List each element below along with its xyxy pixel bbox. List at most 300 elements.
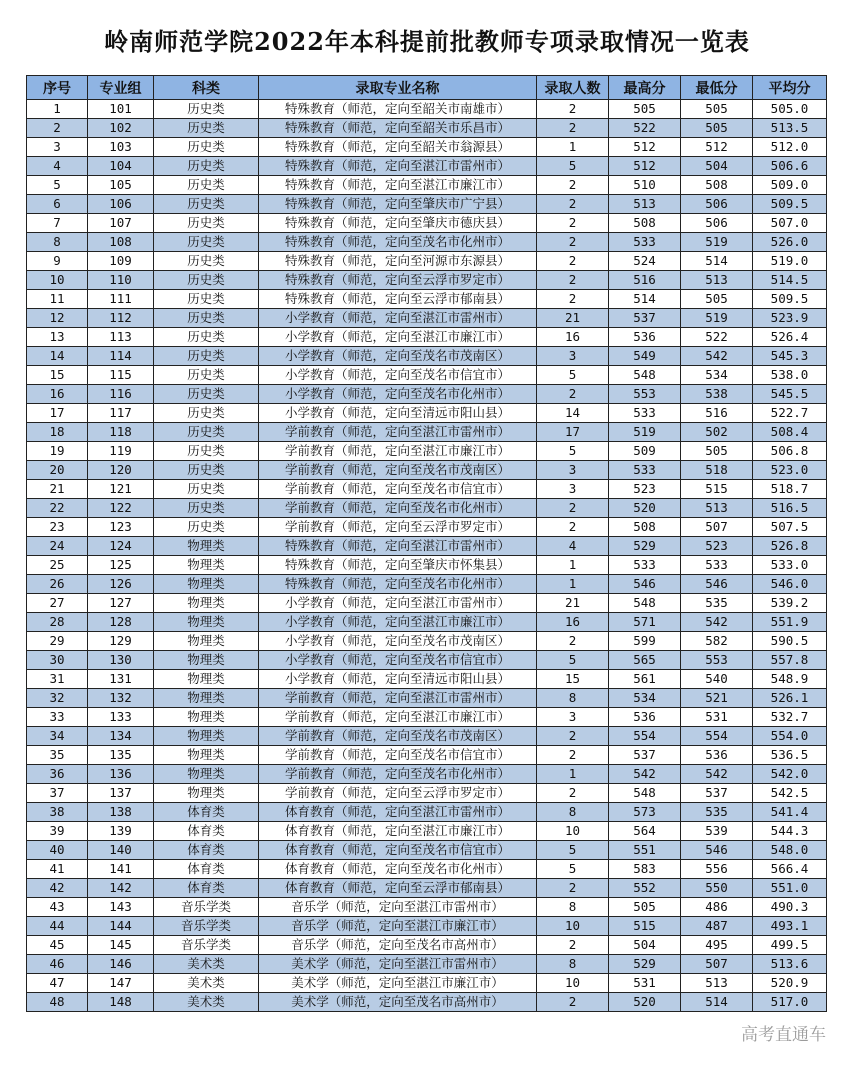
cell-min-score: 506 — [681, 195, 753, 214]
cell-min-score: 518 — [681, 461, 753, 480]
cell-index: 7 — [27, 214, 88, 233]
cell-group: 109 — [88, 252, 154, 271]
cell-category: 历史类 — [154, 423, 259, 442]
cell-min-score: 514 — [681, 252, 753, 271]
cell-min-score: 556 — [681, 860, 753, 879]
table-row — [27, 670, 827, 689]
cell-major: 学前教育（师范，定向至湛江市廉江市） — [259, 708, 537, 727]
cell-major: 美术学（师范，定向至茂名市高州市） — [259, 993, 537, 1012]
cell-avg-score: 493.1 — [753, 917, 827, 936]
cell-index: 4 — [27, 157, 88, 176]
table-row — [27, 195, 827, 214]
cell-major: 小学教育（师范，定向至清远市阳山县） — [259, 670, 537, 689]
cell-count: 10 — [537, 822, 609, 841]
cell-avg-score: 557.8 — [753, 651, 827, 670]
cell-max-score: 512 — [609, 138, 681, 157]
cell-max-score: 533 — [609, 461, 681, 480]
cell-count: 10 — [537, 974, 609, 993]
cell-min-score: 533 — [681, 556, 753, 575]
cell-group: 105 — [88, 176, 154, 195]
cell-group: 103 — [88, 138, 154, 157]
cell-min-score: 542 — [681, 613, 753, 632]
cell-min-score: 513 — [681, 974, 753, 993]
cell-major: 小学教育（师范，定向至湛江市雷州市） — [259, 594, 537, 613]
admission-table — [26, 75, 827, 1012]
cell-major: 学前教育（师范，定向至茂名市信宜市） — [259, 480, 537, 499]
cell-major: 特殊教育（师范，定向至韶关市翁源县） — [259, 138, 537, 157]
table-row — [27, 404, 827, 423]
cell-min-score: 550 — [681, 879, 753, 898]
cell-group: 121 — [88, 480, 154, 499]
cell-category: 物理类 — [154, 784, 259, 803]
cell-index: 28 — [27, 613, 88, 632]
page-title: 岭南师范学院2022年本科提前批教师专项录取情况一览表 — [104, 27, 750, 56]
cell-category: 历史类 — [154, 119, 259, 138]
cell-index: 43 — [27, 898, 88, 917]
cell-max-score: 542 — [609, 765, 681, 784]
cell-group: 147 — [88, 974, 154, 993]
cell-group: 144 — [88, 917, 154, 936]
cell-category: 美术类 — [154, 974, 259, 993]
cell-index: 32 — [27, 689, 88, 708]
cell-index: 23 — [27, 518, 88, 537]
cell-min-score: 512 — [681, 138, 753, 157]
cell-major: 特殊教育（师范，定向至肇庆市广宁县） — [259, 195, 537, 214]
cell-max-score: 554 — [609, 727, 681, 746]
cell-major: 学前教育（师范，定向至茂名市信宜市） — [259, 746, 537, 765]
table-row — [27, 613, 827, 632]
cell-category: 体育类 — [154, 860, 259, 879]
cell-group: 107 — [88, 214, 154, 233]
cell-category: 历史类 — [154, 214, 259, 233]
table-body — [27, 100, 827, 1012]
cell-min-score: 539 — [681, 822, 753, 841]
cell-max-score: 524 — [609, 252, 681, 271]
header-count: 录取人数 — [537, 76, 609, 100]
cell-count: 5 — [537, 651, 609, 670]
cell-group: 101 — [88, 100, 154, 119]
cell-category: 物理类 — [154, 765, 259, 784]
cell-max-score: 536 — [609, 708, 681, 727]
cell-min-score: 505 — [681, 442, 753, 461]
cell-max-score: 512 — [609, 157, 681, 176]
cell-max-score: 551 — [609, 841, 681, 860]
table-row — [27, 385, 827, 404]
cell-major: 特殊教育（师范，定向至肇庆市怀集县） — [259, 556, 537, 575]
table-row — [27, 423, 827, 442]
cell-index: 33 — [27, 708, 88, 727]
cell-count: 8 — [537, 803, 609, 822]
cell-group: 138 — [88, 803, 154, 822]
cell-max-score: 505 — [609, 898, 681, 917]
cell-max-score: 533 — [609, 404, 681, 423]
cell-major: 学前教育（师范，定向至湛江市雷州市） — [259, 423, 537, 442]
table-row — [27, 518, 827, 537]
cell-group: 142 — [88, 879, 154, 898]
cell-count: 21 — [537, 594, 609, 613]
cell-min-score: 505 — [681, 100, 753, 119]
table-row — [27, 898, 827, 917]
cell-group: 115 — [88, 366, 154, 385]
cell-index: 41 — [27, 860, 88, 879]
cell-max-score: 520 — [609, 499, 681, 518]
header-row — [27, 76, 827, 100]
cell-count: 4 — [537, 537, 609, 556]
cell-category: 音乐学类 — [154, 917, 259, 936]
cell-major: 学前教育（师范，定向至湛江市雷州市） — [259, 689, 537, 708]
cell-index: 22 — [27, 499, 88, 518]
cell-index: 10 — [27, 271, 88, 290]
cell-avg-score: 526.4 — [753, 328, 827, 347]
table-row — [27, 784, 827, 803]
cell-major: 学前教育（师范，定向至云浮市罗定市） — [259, 784, 537, 803]
cell-count: 2 — [537, 632, 609, 651]
header-avg-score: 平均分 — [753, 76, 827, 100]
cell-major: 体育教育（师范，定向至茂名市化州市） — [259, 860, 537, 879]
table-row — [27, 632, 827, 651]
cell-major: 体育教育（师范，定向至茂名市信宜市） — [259, 841, 537, 860]
cell-index: 21 — [27, 480, 88, 499]
cell-min-score: 487 — [681, 917, 753, 936]
table-row — [27, 575, 827, 594]
cell-min-score: 519 — [681, 233, 753, 252]
cell-group: 118 — [88, 423, 154, 442]
cell-avg-score: 523.9 — [753, 309, 827, 328]
cell-avg-score: 541.4 — [753, 803, 827, 822]
table-row — [27, 860, 827, 879]
cell-group: 116 — [88, 385, 154, 404]
cell-index: 46 — [27, 955, 88, 974]
table-row — [27, 651, 827, 670]
cell-major: 体育教育（师范，定向至云浮市郁南县） — [259, 879, 537, 898]
cell-avg-score: 520.9 — [753, 974, 827, 993]
cell-count: 2 — [537, 784, 609, 803]
table-row — [27, 100, 827, 119]
table-row — [27, 708, 827, 727]
cell-group: 126 — [88, 575, 154, 594]
cell-major: 特殊教育（师范，定向至湛江市雷州市） — [259, 157, 537, 176]
cell-min-score: 538 — [681, 385, 753, 404]
cell-max-score: 564 — [609, 822, 681, 841]
cell-index: 38 — [27, 803, 88, 822]
cell-max-score: 519 — [609, 423, 681, 442]
cell-max-score: 509 — [609, 442, 681, 461]
cell-max-score: 520 — [609, 993, 681, 1012]
header-max-score: 最高分 — [609, 76, 681, 100]
cell-index: 42 — [27, 879, 88, 898]
cell-index: 18 — [27, 423, 88, 442]
cell-count: 16 — [537, 328, 609, 347]
cell-min-score: 521 — [681, 689, 753, 708]
cell-max-score: 508 — [609, 214, 681, 233]
cell-min-score: 508 — [681, 176, 753, 195]
cell-min-score: 554 — [681, 727, 753, 746]
cell-max-score: 537 — [609, 746, 681, 765]
cell-min-score: 531 — [681, 708, 753, 727]
cell-category: 历史类 — [154, 366, 259, 385]
table-row — [27, 727, 827, 746]
cell-index: 9 — [27, 252, 88, 271]
cell-group: 136 — [88, 765, 154, 784]
cell-max-score: 514 — [609, 290, 681, 309]
cell-avg-score: 523.0 — [753, 461, 827, 480]
cell-min-score: 523 — [681, 537, 753, 556]
cell-category: 历史类 — [154, 233, 259, 252]
table-row — [27, 993, 827, 1012]
cell-index: 37 — [27, 784, 88, 803]
cell-group: 131 — [88, 670, 154, 689]
cell-major: 小学教育（师范，定向至湛江市雷州市） — [259, 309, 537, 328]
table-row — [27, 119, 827, 138]
cell-category: 历史类 — [154, 271, 259, 290]
cell-category: 物理类 — [154, 632, 259, 651]
cell-index: 16 — [27, 385, 88, 404]
cell-min-score: 537 — [681, 784, 753, 803]
cell-category: 物理类 — [154, 708, 259, 727]
cell-index: 40 — [27, 841, 88, 860]
cell-count: 1 — [537, 765, 609, 784]
cell-avg-score: 499.5 — [753, 936, 827, 955]
cell-index: 34 — [27, 727, 88, 746]
cell-index: 13 — [27, 328, 88, 347]
cell-index: 39 — [27, 822, 88, 841]
cell-avg-score: 506.6 — [753, 157, 827, 176]
cell-count: 2 — [537, 993, 609, 1012]
table-row — [27, 366, 827, 385]
cell-max-score: 548 — [609, 366, 681, 385]
cell-index: 8 — [27, 233, 88, 252]
cell-count: 2 — [537, 214, 609, 233]
cell-count: 2 — [537, 195, 609, 214]
cell-min-score: 522 — [681, 328, 753, 347]
cell-max-score: 508 — [609, 518, 681, 537]
cell-max-score: 515 — [609, 917, 681, 936]
cell-min-score: 505 — [681, 119, 753, 138]
cell-max-score: 552 — [609, 879, 681, 898]
cell-index: 29 — [27, 632, 88, 651]
cell-index: 1 — [27, 100, 88, 119]
cell-count: 2 — [537, 252, 609, 271]
cell-count: 1 — [537, 575, 609, 594]
cell-max-score: 571 — [609, 613, 681, 632]
cell-min-score: 505 — [681, 290, 753, 309]
cell-category: 体育类 — [154, 879, 259, 898]
cell-category: 物理类 — [154, 613, 259, 632]
cell-avg-score: 509.5 — [753, 290, 827, 309]
cell-category: 物理类 — [154, 670, 259, 689]
cell-count: 2 — [537, 290, 609, 309]
cell-category: 历史类 — [154, 195, 259, 214]
cell-major: 特殊教育（师范，定向至湛江市雷州市） — [259, 537, 537, 556]
table-row — [27, 214, 827, 233]
cell-min-score: 542 — [681, 347, 753, 366]
header-category: 科类 — [154, 76, 259, 100]
cell-avg-score: 545.5 — [753, 385, 827, 404]
watermark: 高考直通车 — [741, 1025, 826, 1045]
cell-major: 特殊教育（师范，定向至韶关市乐昌市） — [259, 119, 537, 138]
table-row — [27, 936, 827, 955]
cell-max-score: 529 — [609, 955, 681, 974]
table-row — [27, 157, 827, 176]
cell-major: 小学教育（师范，定向至茂名市信宜市） — [259, 651, 537, 670]
cell-avg-score: 533.0 — [753, 556, 827, 575]
cell-index: 5 — [27, 176, 88, 195]
cell-max-score: 504 — [609, 936, 681, 955]
cell-category: 历史类 — [154, 518, 259, 537]
cell-min-score: 513 — [681, 499, 753, 518]
cell-category: 历史类 — [154, 461, 259, 480]
cell-category: 物理类 — [154, 537, 259, 556]
cell-major: 小学教育（师范，定向至茂名市茂南区） — [259, 632, 537, 651]
cell-avg-score: 548.9 — [753, 670, 827, 689]
cell-avg-score: 539.2 — [753, 594, 827, 613]
header-group: 专业组 — [88, 76, 154, 100]
cell-avg-score: 508.4 — [753, 423, 827, 442]
cell-max-score: 565 — [609, 651, 681, 670]
cell-count: 2 — [537, 879, 609, 898]
cell-count: 2 — [537, 176, 609, 195]
cell-index: 15 — [27, 366, 88, 385]
cell-max-score: 561 — [609, 670, 681, 689]
cell-count: 2 — [537, 518, 609, 537]
cell-group: 141 — [88, 860, 154, 879]
cell-group: 145 — [88, 936, 154, 955]
cell-category: 历史类 — [154, 480, 259, 499]
cell-avg-score: 509.5 — [753, 195, 827, 214]
cell-count: 2 — [537, 271, 609, 290]
cell-category: 历史类 — [154, 499, 259, 518]
cell-avg-score: 490.3 — [753, 898, 827, 917]
cell-group: 132 — [88, 689, 154, 708]
cell-avg-score: 532.7 — [753, 708, 827, 727]
cell-group: 140 — [88, 841, 154, 860]
cell-count: 2 — [537, 746, 609, 765]
table-row — [27, 974, 827, 993]
cell-major: 小学教育（师范，定向至茂名市信宜市） — [259, 366, 537, 385]
table-row — [27, 556, 827, 575]
cell-count: 21 — [537, 309, 609, 328]
cell-avg-score: 513.5 — [753, 119, 827, 138]
cell-min-score: 516 — [681, 404, 753, 423]
cell-max-score: 516 — [609, 271, 681, 290]
cell-major: 学前教育（师范，定向至茂名市化州市） — [259, 499, 537, 518]
cell-min-score: 535 — [681, 803, 753, 822]
cell-count: 5 — [537, 442, 609, 461]
cell-major: 学前教育（师范，定向至湛江市廉江市） — [259, 442, 537, 461]
table-row — [27, 803, 827, 822]
cell-group: 108 — [88, 233, 154, 252]
cell-max-score: 505 — [609, 100, 681, 119]
table-row — [27, 917, 827, 936]
cell-min-score: 546 — [681, 575, 753, 594]
table-row — [27, 955, 827, 974]
cell-category: 历史类 — [154, 347, 259, 366]
cell-avg-score: 514.5 — [753, 271, 827, 290]
cell-avg-score: 548.0 — [753, 841, 827, 860]
table-row — [27, 689, 827, 708]
cell-index: 30 — [27, 651, 88, 670]
cell-category: 美术类 — [154, 955, 259, 974]
cell-count: 5 — [537, 841, 609, 860]
cell-count: 2 — [537, 119, 609, 138]
cell-count: 2 — [537, 385, 609, 404]
cell-count: 2 — [537, 100, 609, 119]
cell-min-score: 542 — [681, 765, 753, 784]
cell-count: 2 — [537, 936, 609, 955]
cell-count: 5 — [537, 860, 609, 879]
cell-avg-score: 505.0 — [753, 100, 827, 119]
cell-major: 小学教育（师范，定向至清远市阳山县） — [259, 404, 537, 423]
cell-max-score: 510 — [609, 176, 681, 195]
cell-count: 16 — [537, 613, 609, 632]
table-row — [27, 594, 827, 613]
cell-max-score: 549 — [609, 347, 681, 366]
cell-index: 19 — [27, 442, 88, 461]
cell-group: 124 — [88, 537, 154, 556]
cell-min-score: 582 — [681, 632, 753, 651]
cell-index: 17 — [27, 404, 88, 423]
cell-group: 128 — [88, 613, 154, 632]
table-row — [27, 176, 827, 195]
cell-avg-score: 538.0 — [753, 366, 827, 385]
table-row — [27, 442, 827, 461]
cell-major: 特殊教育（师范，定向至茂名市化州市） — [259, 233, 537, 252]
cell-avg-score: 546.0 — [753, 575, 827, 594]
cell-avg-score: 526.1 — [753, 689, 827, 708]
cell-major: 特殊教育（师范，定向至云浮市郁南县） — [259, 290, 537, 309]
cell-index: 3 — [27, 138, 88, 157]
cell-category: 物理类 — [154, 594, 259, 613]
cell-major: 音乐学（师范，定向至湛江市雷州市） — [259, 898, 537, 917]
table-row — [27, 499, 827, 518]
cell-avg-score: 590.5 — [753, 632, 827, 651]
table-row — [27, 328, 827, 347]
cell-index: 6 — [27, 195, 88, 214]
cell-max-score: 536 — [609, 328, 681, 347]
cell-max-score: 583 — [609, 860, 681, 879]
cell-major: 体育教育（师范，定向至湛江市雷州市） — [259, 803, 537, 822]
cell-major: 特殊教育（师范，定向至茂名市化州市） — [259, 575, 537, 594]
cell-max-score: 548 — [609, 594, 681, 613]
cell-category: 历史类 — [154, 309, 259, 328]
cell-avg-score: 519.0 — [753, 252, 827, 271]
cell-max-score: 546 — [609, 575, 681, 594]
cell-count: 1 — [537, 556, 609, 575]
table-row — [27, 765, 827, 784]
cell-group: 148 — [88, 993, 154, 1012]
cell-min-score: 513 — [681, 271, 753, 290]
cell-count: 5 — [537, 157, 609, 176]
cell-index: 2 — [27, 119, 88, 138]
cell-avg-score: 507.0 — [753, 214, 827, 233]
cell-avg-score: 554.0 — [753, 727, 827, 746]
cell-category: 音乐学类 — [154, 898, 259, 917]
cell-major: 学前教育（师范，定向至茂名市茂南区） — [259, 461, 537, 480]
cell-avg-score: 512.0 — [753, 138, 827, 157]
cell-category: 体育类 — [154, 841, 259, 860]
cell-major: 音乐学（师范，定向至湛江市廉江市） — [259, 917, 537, 936]
cell-max-score: 533 — [609, 233, 681, 252]
cell-group: 120 — [88, 461, 154, 480]
cell-category: 物理类 — [154, 689, 259, 708]
cell-min-score: 486 — [681, 898, 753, 917]
cell-group: 129 — [88, 632, 154, 651]
table-row — [27, 841, 827, 860]
cell-min-score: 515 — [681, 480, 753, 499]
cell-count: 17 — [537, 423, 609, 442]
cell-group: 111 — [88, 290, 154, 309]
header-major: 录取专业名称 — [259, 76, 537, 100]
